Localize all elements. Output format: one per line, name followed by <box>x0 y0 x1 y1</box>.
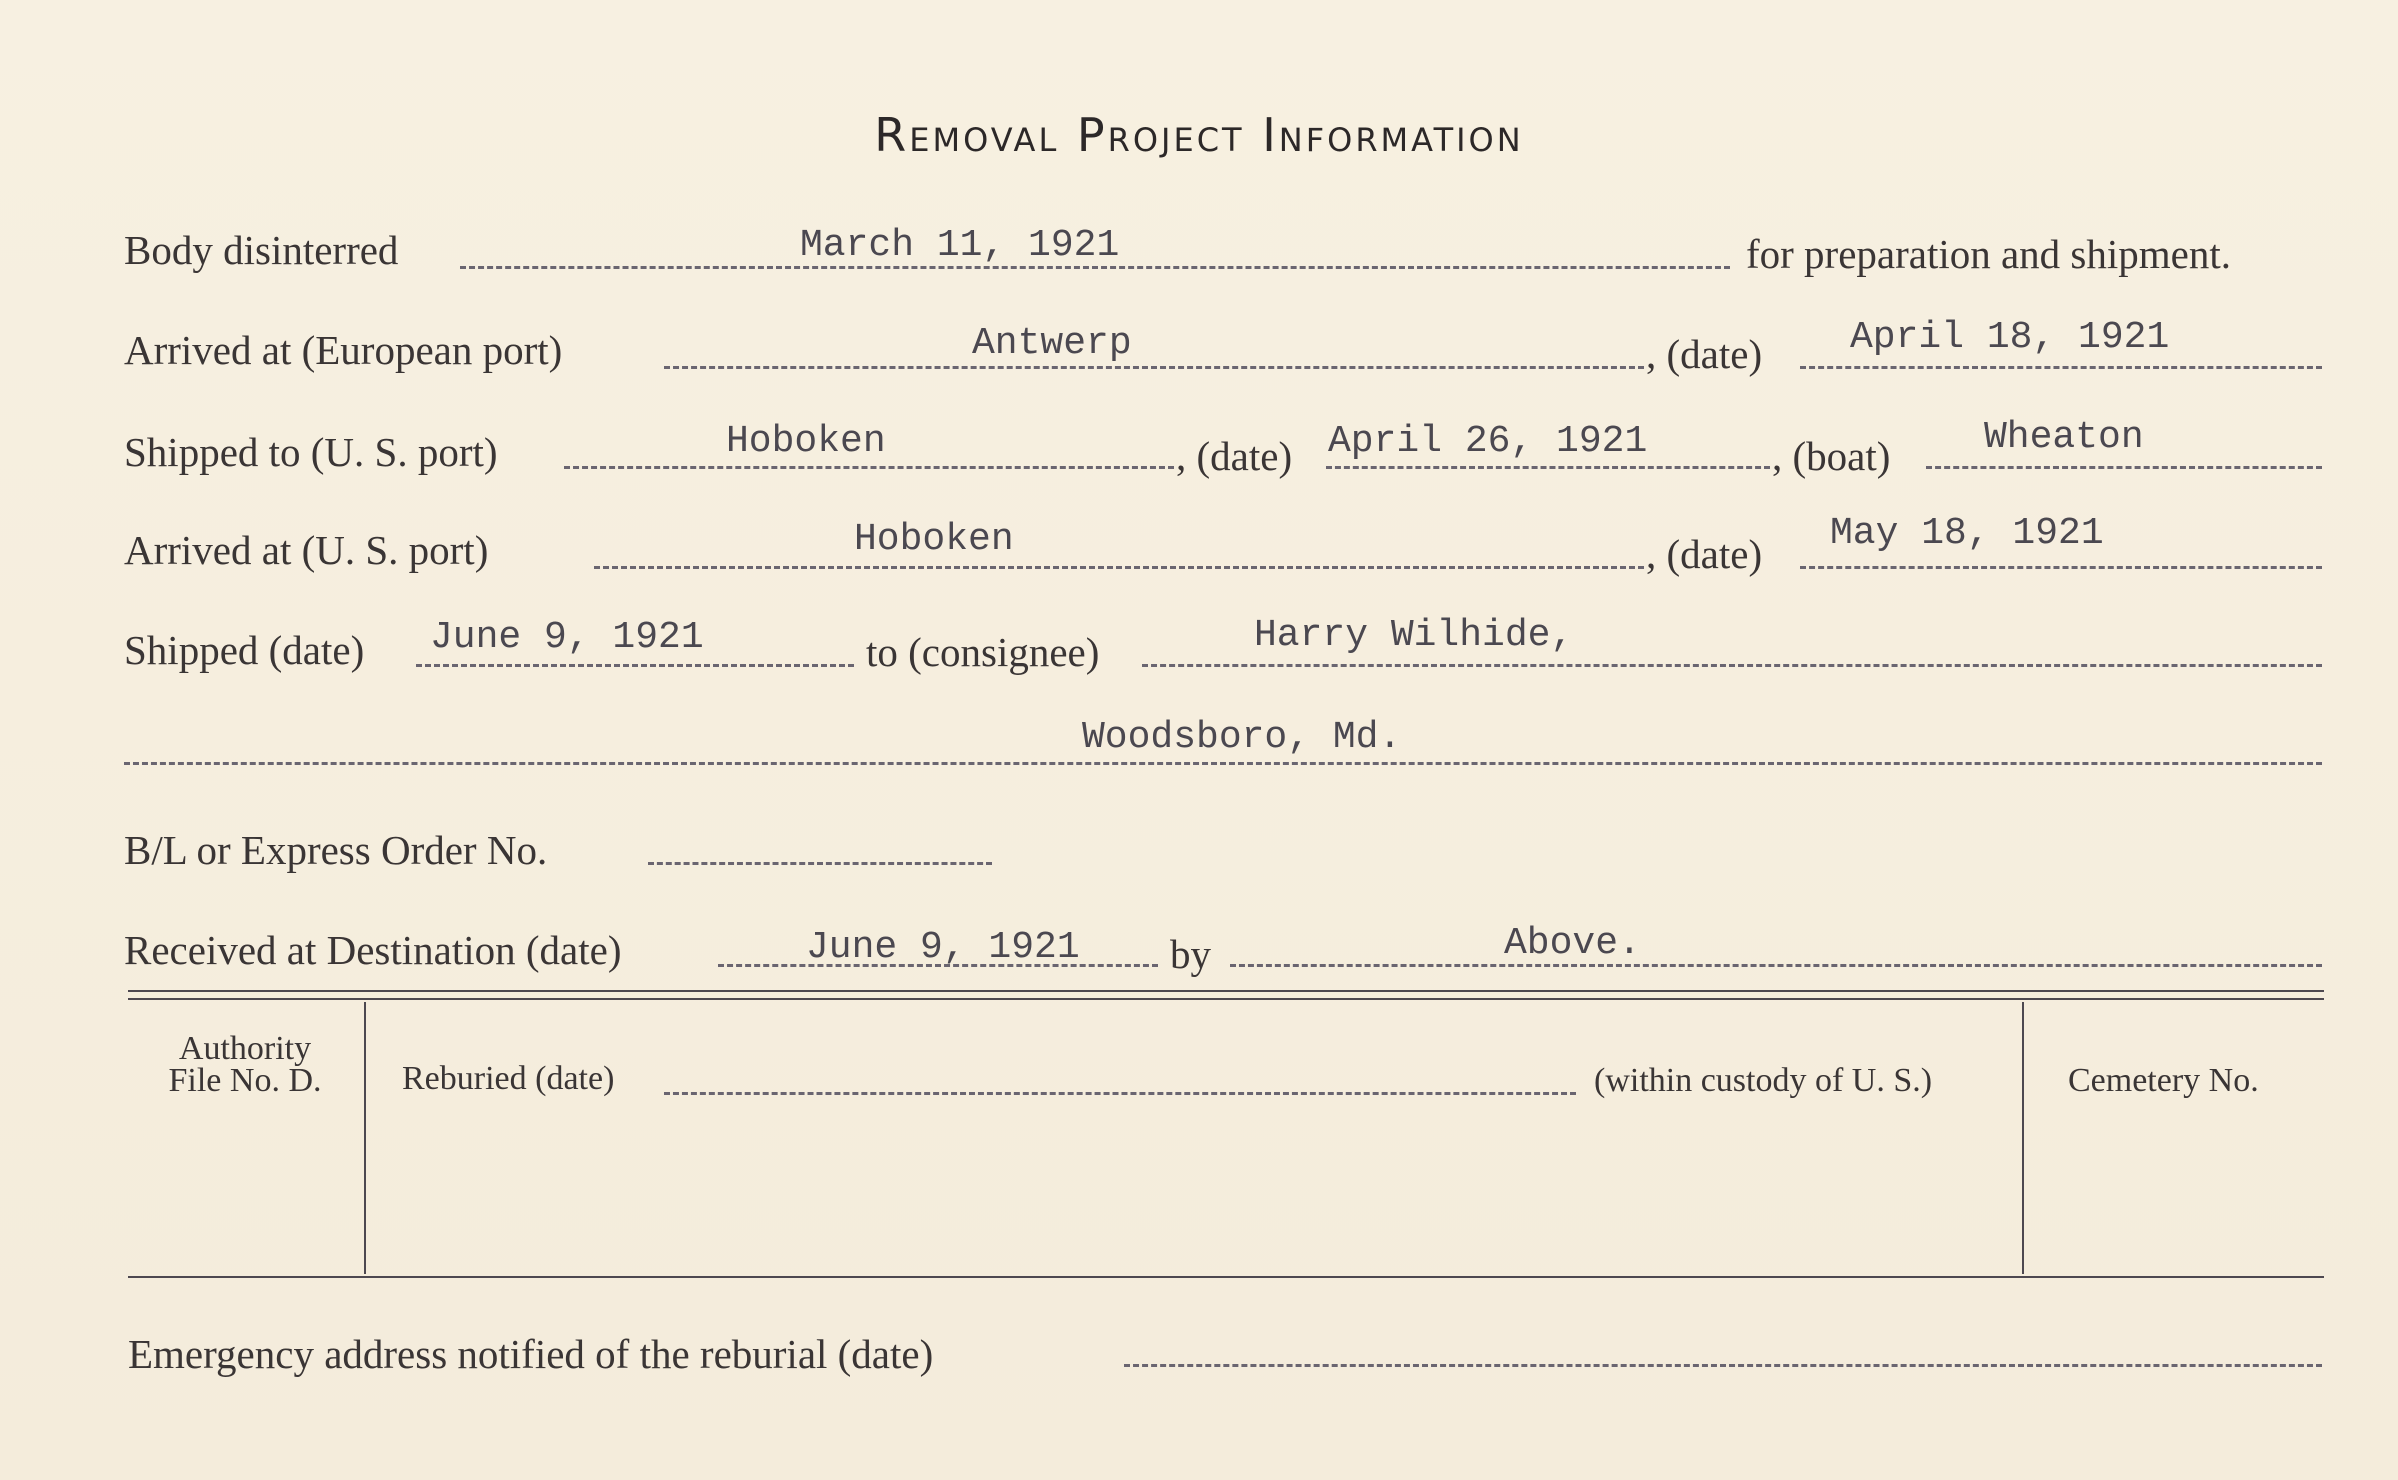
shipped-us-boat: Wheaton <box>1984 416 2144 459</box>
received-by-line <box>1230 964 2322 967</box>
received-date: June 9, 1921 <box>806 926 1080 969</box>
cemetery-label: Cemetery No. <box>2068 1062 2259 1099</box>
arrived-european-date: April 18, 1921 <box>1850 316 2170 359</box>
emergency-line <box>1124 1364 2322 1367</box>
body-disinterred-value: March 11, 1921 <box>800 224 1120 267</box>
address-line <box>124 762 2322 765</box>
consignee-name: Harry Wilhide, <box>1254 614 1574 657</box>
box-divider-right <box>2022 1002 2024 1274</box>
shipped-us-label: Shipped to (U. S. port) <box>124 429 498 475</box>
custody-label: (within custody of U. S.) <box>1594 1062 1933 1099</box>
consignee-label: to (consignee) <box>866 629 1100 675</box>
consignee-address: Woodsboro, Md. <box>1082 716 1402 759</box>
box-top-rule <box>128 990 2324 992</box>
arrived-us-date: May 18, 1921 <box>1830 512 2104 555</box>
reburied-line <box>664 1092 1576 1095</box>
received-by-label: by <box>1170 931 1211 977</box>
arrived-us-date-label: , (date) <box>1646 531 1763 577</box>
arrived-european-port: Antwerp <box>972 322 1132 365</box>
card-title: Removal Project Information <box>874 108 1524 162</box>
arrived-european-date-line <box>1800 366 2322 369</box>
shipped-date-label: Shipped (date) <box>124 627 365 673</box>
shipped-date-value: June 9, 1921 <box>430 616 704 659</box>
shipped-us-date-label: , (date) <box>1176 433 1293 479</box>
shipped-us-date-line <box>1326 466 1770 469</box>
shipped-us-boat-label: , (boat) <box>1772 433 1891 479</box>
emergency-label: Emergency address notified of the reburial (date) <box>128 1331 934 1377</box>
shipped-us-port: Hoboken <box>726 420 886 463</box>
reburied-label: Reburied (date) <box>402 1060 615 1097</box>
arrived-european-date-label: , (date) <box>1646 331 1763 377</box>
arrived-us-date-line <box>1800 566 2322 569</box>
authority-label-line2: File No. D. <box>168 1062 322 1099</box>
arrived-european-label: Arrived at (European port) <box>124 327 563 373</box>
arrived-us-label: Arrived at (U. S. port) <box>124 527 489 573</box>
arrived-us-port: Hoboken <box>854 518 1014 561</box>
body-disinterred-label: Body disinterred <box>124 227 399 273</box>
shipped-us-boat-line <box>1926 466 2322 469</box>
box-bottom-rule <box>128 1276 2324 1278</box>
shipped-date-line <box>416 664 854 667</box>
shipped-us-date: April 26, 1921 <box>1328 420 1648 463</box>
box-divider-left <box>364 1002 366 1274</box>
arrived-european-line <box>664 366 1644 369</box>
received-by-value: Above. <box>1504 922 1641 965</box>
bl-order-label: B/L or Express Order No. <box>124 827 548 873</box>
body-disinterred-suffix: for preparation and shipment. <box>1746 231 2232 277</box>
box-top-rule-inner <box>128 998 2324 1000</box>
received-label: Received at Destination (date) <box>124 927 622 973</box>
arrived-us-line <box>594 566 1644 569</box>
authority-label-line1: Authority <box>178 1030 312 1067</box>
shipped-us-line <box>564 466 1174 469</box>
consignee-line <box>1142 664 2322 667</box>
bl-order-line <box>648 862 992 865</box>
